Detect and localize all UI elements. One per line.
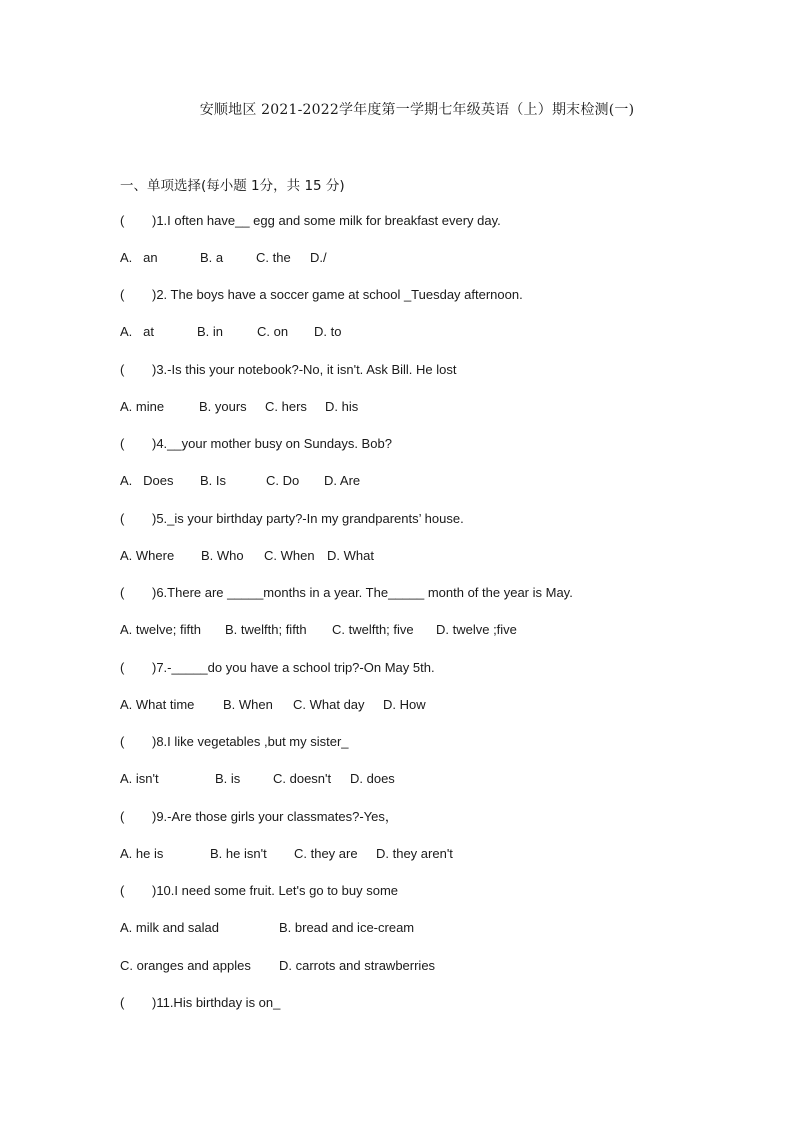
option-c: C. twelfth; five: [332, 622, 414, 637]
question-text: )9.-Are those girls your classmates?-Yes，: [152, 809, 398, 824]
option-d: D. carrots and strawberries: [279, 958, 436, 973]
answer-paren[interactable]: (: [120, 995, 125, 1010]
option-b: B. twelfth; fifth: [225, 622, 307, 637]
option-c: C. oranges and apples: [120, 958, 251, 973]
option-b: B. he isn't: [210, 846, 267, 861]
question-text: )8.I like vegetables ,but my sister_: [152, 734, 349, 749]
option-b: B. bread and ice-cream: [279, 920, 415, 935]
option-d: D. does: [350, 771, 395, 786]
option-c: C. doesn't: [273, 771, 332, 786]
option-b: B. a: [200, 250, 224, 265]
answer-paren[interactable]: (: [120, 362, 125, 377]
option-d: D. What: [327, 548, 374, 563]
option-b: B. in: [197, 324, 224, 339]
answer-paren[interactable]: (: [120, 883, 125, 898]
option-d: D. to: [314, 324, 342, 339]
option-c: C. on: [257, 324, 289, 339]
option-b: B. Is: [200, 473, 227, 488]
answer-paren[interactable]: (: [120, 809, 125, 824]
option-a: A. an: [120, 250, 158, 265]
answer-paren[interactable]: (: [120, 287, 125, 302]
answer-paren[interactable]: (: [120, 213, 125, 228]
question-4: [120, 436, 392, 452]
option-c: C. hers: [265, 399, 307, 414]
question-6: [120, 585, 573, 601]
question-5: [120, 511, 464, 527]
exam-title: 安顺地区 2021-2022学年度第一学期七年级英语（上）期末检测(一): [199, 102, 635, 118]
option-d: D. twelve ;five: [436, 622, 517, 637]
question-text: )11.His birthday is on_: [152, 995, 281, 1010]
option-d: D. Are: [324, 473, 361, 488]
option-b: B. is: [215, 771, 241, 786]
option-c: C. When: [264, 548, 315, 563]
option-c: C. they are: [294, 846, 358, 861]
question-text: )6.There are _____months in a year. The_____ month of the year is May.: [152, 585, 573, 600]
option-c: C. the: [256, 250, 291, 265]
option-c: C. What day: [293, 697, 365, 712]
question-2: [120, 287, 523, 303]
question-1: [120, 213, 501, 229]
question-text: )5._is your birthday party?-In my grandparents’ house.: [152, 511, 464, 526]
answer-paren[interactable]: (: [120, 660, 125, 675]
option-b: B. Who: [201, 548, 244, 563]
option-a: A. Does: [120, 473, 174, 488]
question-text: )3.-Is this your notebook?-No, it isn't. Ask Bill. He lost: [152, 362, 457, 377]
option-a: A. milk and salad: [120, 920, 219, 935]
answer-paren[interactable]: (: [120, 734, 125, 749]
question-text: )7.-_____do you have a school trip?-On May 5th.: [152, 660, 435, 675]
question-text: )1.I often have__ egg and some milk for breakfast every day.: [152, 213, 501, 228]
question-9: [120, 809, 398, 825]
option-c: C. Do: [266, 473, 300, 488]
option-d: D./: [310, 250, 327, 265]
option-d: D. How: [383, 697, 426, 712]
question-8: [120, 734, 349, 750]
question-text: )10.I need some fruit. Let's go to buy some: [152, 883, 399, 898]
option-d: D. they aren't: [376, 846, 453, 861]
option-b: B. When: [223, 697, 273, 712]
question-text: )2. The boys have a soccer game at school _Tuesday afternoon.: [152, 287, 523, 302]
question-3: [120, 362, 457, 378]
question-10: [120, 883, 398, 899]
answer-paren[interactable]: (: [120, 585, 125, 600]
option-a: A. isn't: [120, 771, 159, 786]
option-a: A. he is: [120, 846, 164, 861]
answer-paren[interactable]: (: [120, 436, 125, 451]
option-d: D. his: [325, 399, 359, 414]
option-a: A. Where: [120, 548, 175, 563]
question-11: [120, 995, 280, 1011]
option-a: A. twelve; fifth: [120, 622, 201, 637]
option-a: A. What time: [120, 697, 195, 712]
option-a: A. mine: [120, 399, 165, 414]
answer-paren[interactable]: (: [120, 511, 125, 526]
section-heading: 一、单项选择(每小题 1分，共 15 分): [120, 178, 345, 194]
question-text: )4.__your mother busy on Sundays. Bob?: [152, 436, 392, 451]
option-b: B. yours: [199, 399, 247, 414]
question-7: [120, 660, 435, 676]
option-a: A. at: [120, 324, 154, 339]
